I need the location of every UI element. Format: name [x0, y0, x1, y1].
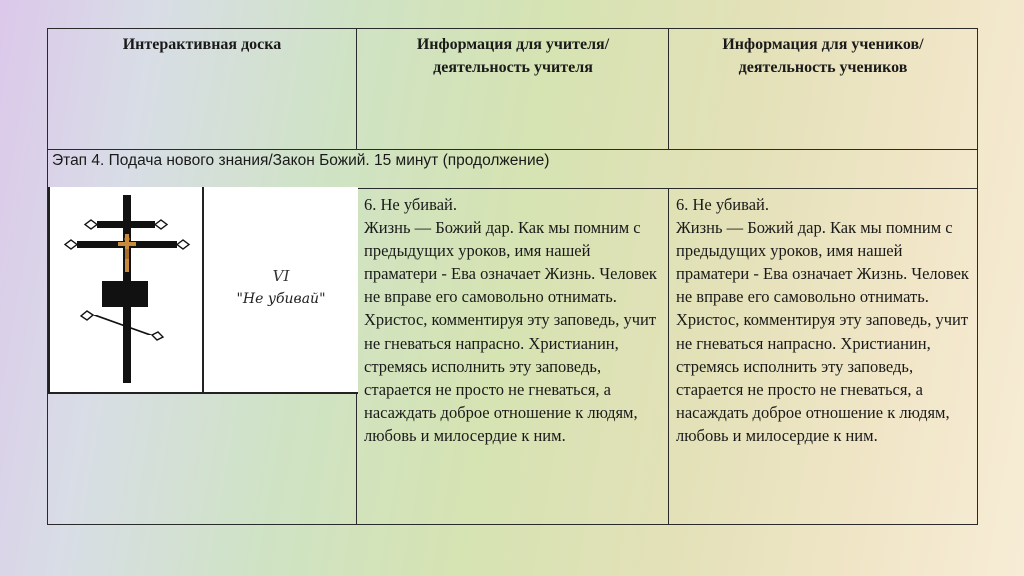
table-line-col2	[668, 28, 669, 150]
header-board: Интерактивная доска	[122, 36, 282, 53]
commandment-text: "Не убивай"	[236, 291, 326, 307]
student-body: Жизнь — Божий дар. Как мы помним с предыдущих уроков, имя нашей праматери - Ева означает Жизнь. Человек не вправе его самовольно отнимать. Христос, комментируя эту заповедь, учит не гневаться напрасно. Христианин, стремясь исполнить эту заповедь, старается не просто не гневаться, а насаждать доброе отношение к людям, любовь и милосердие к ним.	[676, 218, 969, 445]
table-line-col1	[356, 28, 357, 150]
figure-border-bottom	[48, 392, 358, 394]
teacher-title: 6. Не убивай.	[364, 195, 457, 214]
stage-row-text: Этап 4. Подача нового знания/Закон Божий. 15 минут (продолжение)	[52, 152, 550, 169]
table-line-right	[977, 28, 978, 525]
board-figure	[48, 187, 358, 394]
student-title: 6. Не убивай.	[676, 195, 769, 214]
table-line-col2-lower	[668, 188, 669, 525]
header-students: Информация для учеников/ деятельность учеников	[722, 36, 924, 76]
student-info	[676, 193, 974, 447]
teacher-body: Жизнь — Божий дар. Как мы помним с предыдущих уроков, имя нашей праматери - Ева означает Жизнь. Человек не вправе его самовольно отнимать. Христос, комментируя эту заповедь, учит не гневаться напрасно. Христианин, стремясь исполнить эту заповедь, старается не просто не гневаться, а насаждать доброе отношение к людям, любовь и милосердие к ним.	[364, 218, 657, 445]
table-line-top	[47, 28, 978, 29]
cross-icon	[50, 187, 204, 392]
table-line-header-bottom	[47, 149, 978, 150]
header-teacher: Информация для учителя/ деятельность учителя	[416, 36, 610, 76]
commandment-numeral: VI	[272, 267, 290, 285]
teacher-info	[364, 193, 666, 447]
table-line-bottom	[47, 524, 978, 525]
